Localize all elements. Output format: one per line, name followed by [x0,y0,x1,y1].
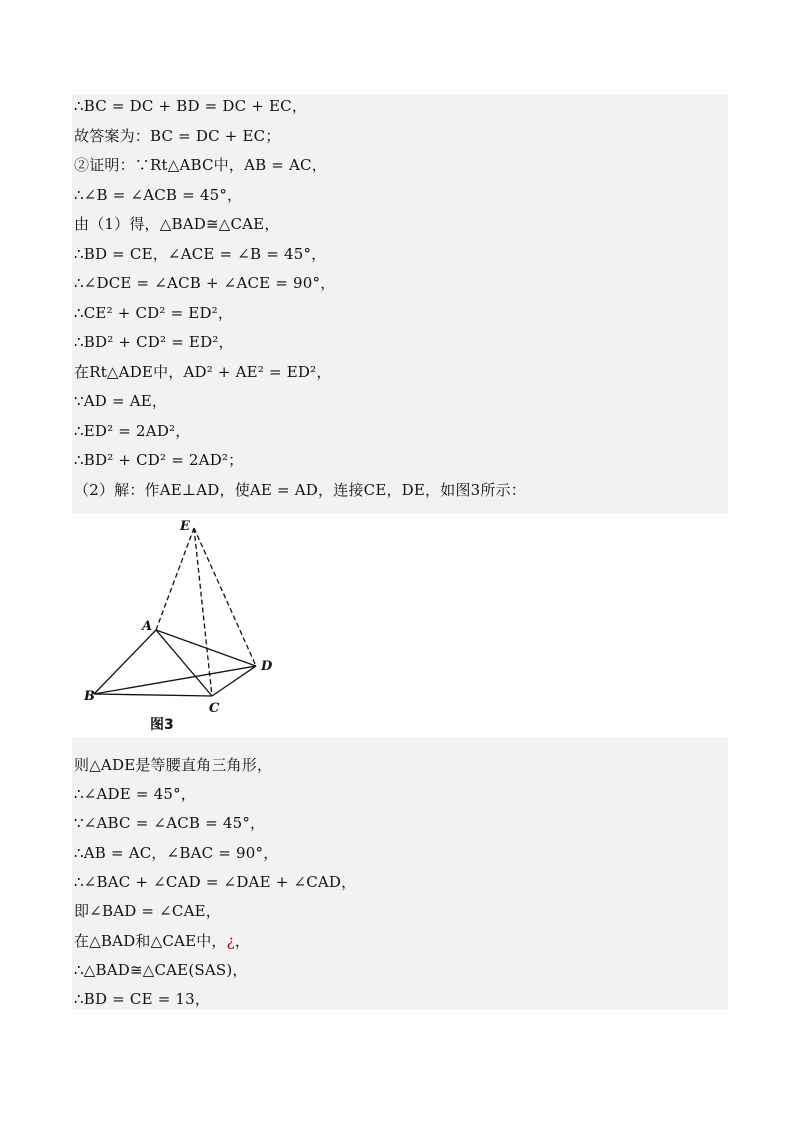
line-14: （2）解：作AE⊥AD，使AE = AD，连接CE，DE，如图3所示： [74,481,526,499]
line-13: ∴BD² + CD² = 2AD²； [74,451,244,469]
line-11: ∵AD = AE， [74,392,168,410]
figure-3 [72,514,280,738]
label-e: E [180,519,190,534]
line-6: ∴BD = CE，∠ACE = ∠B = 45°， [74,245,327,263]
edge-ed-dashed [194,528,256,666]
line-21-text: 在△BAD和△CAE中， [74,932,227,950]
line-9: ∴BD² + CD² = ED²， [74,333,234,351]
line-15: 则△ADE是等腰直角三角形， [74,756,273,774]
line-7: ∴∠DCE = ∠ACB + ∠ACE = 90°， [74,274,336,292]
edge-cd [212,666,256,696]
line-1: ∴BC = DC + BD = DC + EC， [74,97,308,115]
unrendered-glyph: ¿ [226,932,235,950]
line-12: ∴ED² = 2AD²， [74,422,191,440]
label-d: D [261,659,273,674]
line-8: ∴CE² + CD² = ED²， [74,304,234,322]
line-5: 由（1）得，△BAD≅△CAE， [74,215,280,233]
pyramid-diagram [72,514,280,738]
line-20: 即∠BAD = ∠CAE， [74,902,221,920]
figure-caption: 图3 [150,717,174,733]
edge-ec-dashed [194,528,212,696]
edge-bc [94,694,212,696]
line-10: 在Rt△ADE中，AD² + AE² = ED²， [74,363,332,381]
edge-bd [94,666,256,694]
line-19: ∴∠BAC + ∠CAD = ∠DAE + ∠CAD， [74,873,357,891]
line-23: ∴BD = CE = 13， [74,990,211,1008]
line-3: ②证明：∵Rt△ABC中，AB = AC， [74,156,327,174]
line-17: ∵∠ABC = ∠ACB = 45°， [74,814,266,832]
line-21 [74,931,250,951]
label-c: C [209,701,220,716]
line-18: ∴AB = AC，∠BAC = 90°， [74,844,279,862]
edge-ea-dashed [156,528,194,630]
label-a: A [142,619,153,634]
line-21-punct: ， [234,932,251,950]
line-2: 故答案为：BC = DC + EC； [74,127,281,145]
line-16: ∴∠ADE = 45°， [74,785,197,803]
line-22: ∴△BAD≅△CAE(SAS)， [74,961,248,979]
label-b: B [84,689,95,704]
line-4: ∴∠B = ∠ACB = 45°， [74,186,243,204]
